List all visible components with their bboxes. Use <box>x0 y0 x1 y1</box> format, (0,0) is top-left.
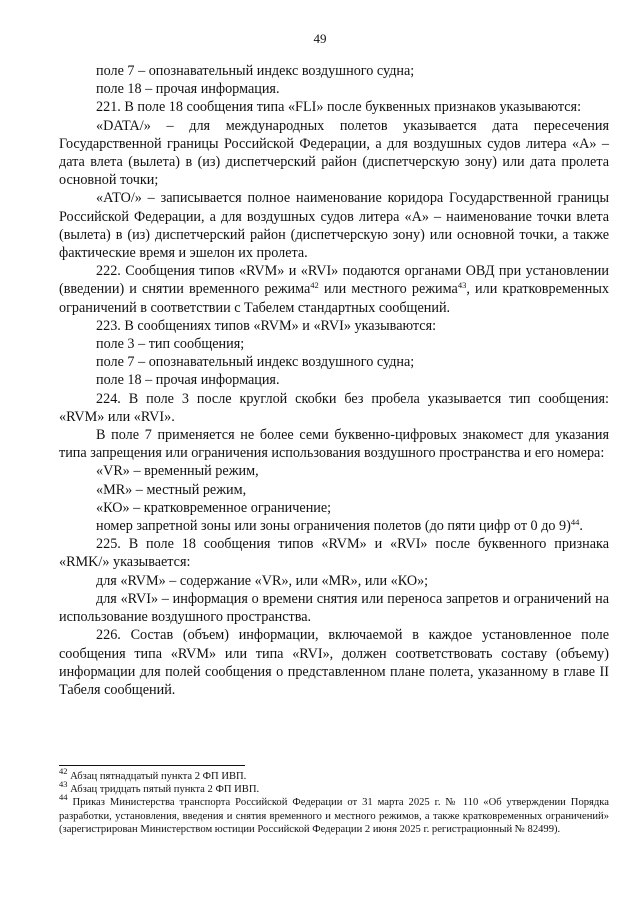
paragraph: «MR» – местный режим, <box>96 481 247 498</box>
paragraph: поле 18 – прочая информация. <box>96 372 280 389</box>
paragraph-225: 225. В поле 18 сообщения типов «RVM» и «RVI» после буквенного признака «RMK/» указывается: <box>59 536 609 571</box>
document-body <box>59 62 609 699</box>
footnote-44 <box>59 792 609 836</box>
paragraph: «VR» – временный режим, <box>96 463 259 480</box>
footnote-number: 44 <box>59 792 68 803</box>
paragraph: поле 7 – опознавательный индекс воздушного судна; <box>96 63 415 79</box>
paragraph-text: номер запретной зоны или зоны ограничения полетов (до пяти цифр от 0 до 9) <box>96 518 571 535</box>
paragraph: для «RVI» – информация о времени снятия или переноса запретов и ограничений на использование воздушного пространства. <box>59 590 609 626</box>
footnote-ref-43: 43 <box>457 280 467 291</box>
paragraph: поле 18 – прочая информация. <box>96 81 280 98</box>
paragraph: «АТО/» – записывается полное наименование коридора Государственной границы Российской Федерации, а для воздушных судов литера «А» – наименование точки влета (вылета) в (из) диспетчерский район (диспетчерскую зону) или основной точки, а также фактические время и эшелон их пролета. <box>59 190 609 262</box>
paragraph: В поле 7 применяется не более семи буквенно-цифровых знакомест для указания типа запрещения или ограничения использования воздушного пространства и его номера: <box>59 427 609 462</box>
paragraph: для «RVM» – содержание «VR», или «MR», или «КО»; <box>96 572 429 589</box>
paragraph-226: 226. Состав (объем) информации, включаемой в каждое установленное поле сообщения типа «RVM» или типа «RVI», должен соответствовать составу (объему) информации для полей сообщения о представленном плане полета, указанному в главе II Табеля сообщений. <box>59 627 609 698</box>
paragraph: «КО» – кратковременное ограничение; <box>96 499 332 516</box>
footnote-42 <box>59 766 609 783</box>
footnote-divider <box>59 765 245 766</box>
paragraph <box>59 517 609 535</box>
paragraph-period: . <box>579 518 583 535</box>
footnotes <box>59 766 609 836</box>
footnote-ref-44: 44 <box>570 517 580 528</box>
paragraph: «DATA/» – для международных полетов указывается дата пересечения Государственной границы Российской Федерации, а для воздушных судов литера «А» – дата влета (вылета) в (из) диспетчерский район (диспетчерскую зону) или дата пролета основной точки; <box>59 117 609 189</box>
footnote-ref-42: 42 <box>310 280 319 291</box>
footnote-text: Приказ Министерства транспорта Российской Федерации от 31 марта 2025 г. № 110 «Об утверждении Порядка разработки, установления, введения и снятия временного и местного режимов, а также кратковременных ограничений» (зарегистрирован Министерством юстиции Российской Федерации 2 июня 2025 г. регистрационный № 82499). <box>59 797 609 835</box>
paragraph: поле 7 – опознавательный индекс воздушного судна; <box>96 354 415 371</box>
footnote-text: Абзац тридцать пятый пункта 2 ФП ИВП. <box>67 784 260 796</box>
footnote-number: 43 <box>59 779 68 790</box>
paragraph-223: 223. В сообщениях типов «RVM» и «RVI» указываются: <box>96 317 437 334</box>
paragraph-222-text: 222. Сообщения типов «RVM» и «RVI» подаются органами ОВД при установлении (введении) и снятии временного режима <box>59 263 609 298</box>
paragraph-224: 224. В поле 3 после круглой скобки без пробела указывается тип сообщения: «RVM» или «RVI». <box>59 390 609 425</box>
paragraph-222-text: или местного режима <box>318 281 458 298</box>
paragraph-222 <box>59 262 609 317</box>
footnote-text: Абзац пятнадцатый пункта 2 ФП ИВП. <box>67 771 247 782</box>
paragraph-222-text: , или кратковременных ограничений в соответствии с Табелем стандартных сообщений. <box>59 281 609 316</box>
page-number: 49 <box>313 31 327 46</box>
footnote-43 <box>59 779 609 796</box>
paragraph-221: 221. В поле 18 сообщения типа «FLI» после буквенных признаков указываются: <box>96 99 582 116</box>
footnote-number: 42 <box>59 766 68 776</box>
paragraph: поле 3 – тип сообщения; <box>96 336 245 353</box>
